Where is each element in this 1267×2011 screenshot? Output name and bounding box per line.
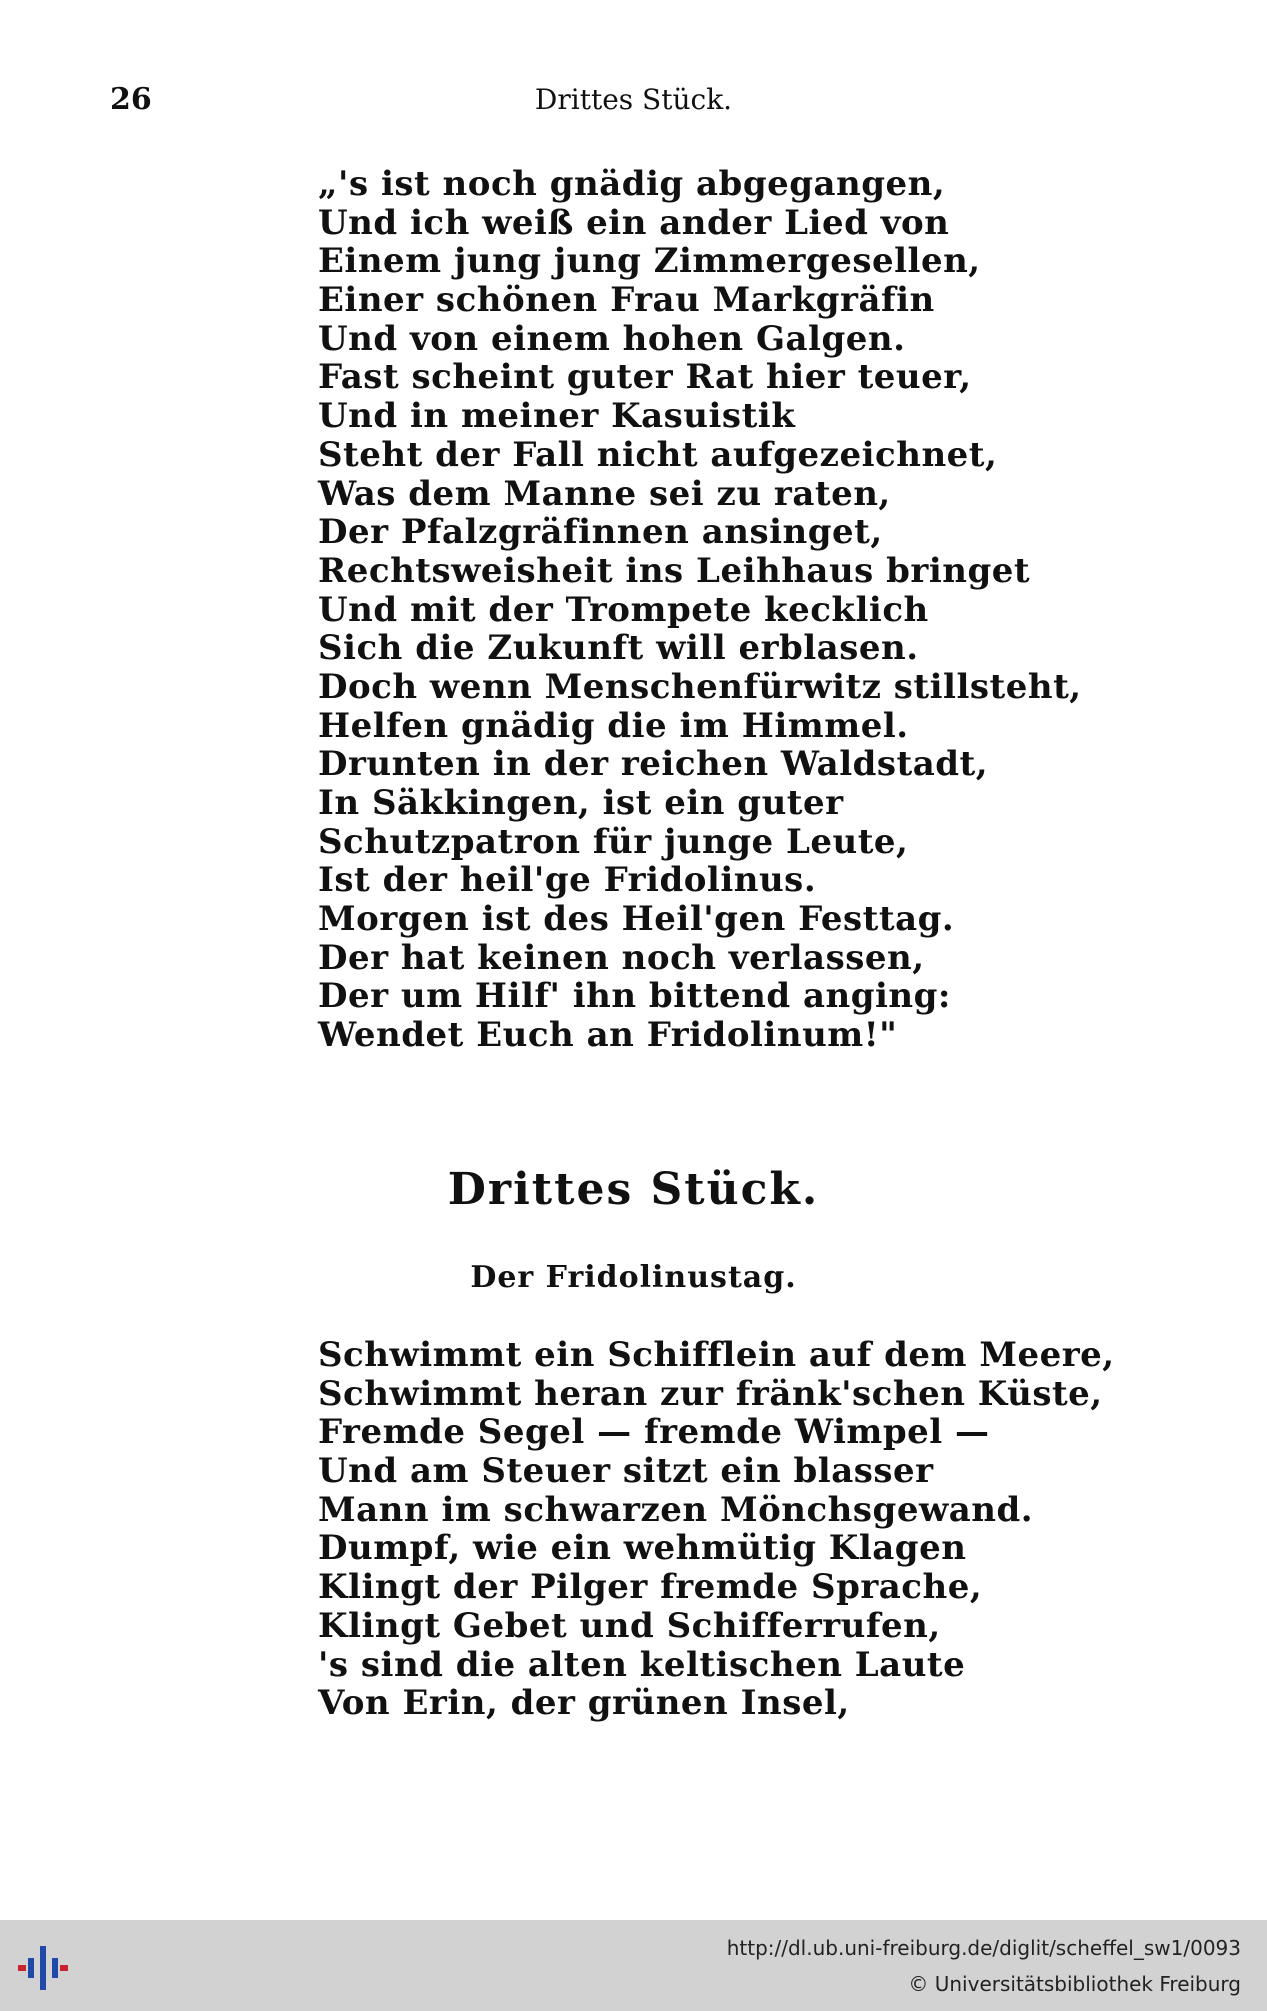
- logo-red-dash-left: [18, 1965, 26, 1971]
- logo-blue-bar-left: [28, 1958, 34, 1978]
- logo-blue-bar-middle: [40, 1946, 46, 1990]
- section-title: Drittes Stück.: [447, 1164, 820, 1215]
- verse-line: Doch wenn Menschenfürwitz stillsteht,: [318, 666, 1082, 707]
- verse-line: Klingt Gebet und Schifferrufen,: [318, 1605, 941, 1646]
- verse-line: Was dem Manne sei zu raten,: [318, 473, 891, 514]
- verse-line: Wendet Euch an Fridolinum!": [318, 1015, 898, 1056]
- logo-blue-bar-right: [52, 1958, 58, 1978]
- verse-line: Ist der heil'ge Fridolinus.: [318, 860, 817, 901]
- verse-block-2: [318, 1336, 1118, 1723]
- page-number: 26: [110, 82, 152, 117]
- verse-line: Mann im schwarzen Mönchsgewand.: [318, 1489, 1034, 1530]
- library-logo-icon[interactable]: [18, 1944, 70, 1996]
- verse-line: Einer schönen Frau Markgräfin: [318, 280, 935, 321]
- verse-line: In Säkkingen, ist ein guter: [318, 783, 844, 823]
- verse-line: Einem jung jung Zimmergesellen,: [318, 241, 981, 282]
- verse-line: 's sind die alten keltischen Laute: [318, 1644, 966, 1685]
- verse-block-1: [318, 165, 1118, 1055]
- verse-line: Und mit der Trompete kecklich: [318, 589, 929, 630]
- verse-line: Dumpf, wie ein wehmütig Klagen: [318, 1528, 967, 1569]
- verse-line: Helfen gnädig die im Himmel.: [318, 705, 909, 746]
- verse-line: Von Erin, der grünen Insel,: [318, 1683, 850, 1724]
- permalink-url[interactable]: http://dl.ub.uni-freiburg.de/diglit/scheffel_sw1/0093: [726, 1936, 1241, 1960]
- section-subtitle: Der Fridolinustag.: [470, 1260, 797, 1295]
- verse-line: Steht der Fall nicht aufgezeichnet,: [318, 434, 998, 475]
- verse-line: Schwimmt heran zur fränk'schen Küste,: [318, 1373, 1103, 1414]
- verse-line: „'s ist noch gnädig abgegangen,: [318, 164, 946, 204]
- verse-line: Klingt der Pilger fremde Sprache,: [318, 1567, 983, 1608]
- logo-red-dash-right: [60, 1965, 68, 1971]
- viewer-footer-bar: [0, 1920, 1267, 2011]
- verse-line: Der Pfalzgräfinnen ansinget,: [318, 512, 883, 553]
- verse-line: Und ich weiß ein ander Lied von: [318, 202, 950, 243]
- verse-line: Fast scheint guter Rat hier teuer,: [318, 357, 972, 398]
- running-head: [0, 80, 1267, 120]
- verse-line: Und am Steuer sitzt ein blasser: [318, 1451, 934, 1492]
- verse-line: Und in meiner Kasuistik: [318, 396, 796, 437]
- copyright-notice: © Universitätsbibliothek Freiburg: [908, 1972, 1241, 1996]
- verse-line: Sich die Zukunft will erblasen.: [318, 628, 919, 669]
- verse-line: Morgen ist des Heil'gen Festtag.: [318, 899, 955, 940]
- verse-line: Der hat keinen noch verlassen,: [318, 937, 925, 978]
- verse-line: Schutzpatron für junge Leute,: [318, 821, 909, 862]
- verse-line: Drunten in der reichen Waldstadt,: [318, 744, 989, 785]
- verse-line: Der um Hilf' ihn bittend anging:: [318, 976, 951, 1017]
- running-title: Drittes Stück.: [534, 83, 733, 116]
- verse-line: Schwimmt ein Schifflein auf dem Meere,: [318, 1335, 1115, 1375]
- verse-line: Rechtsweisheit ins Leihhaus bringet: [318, 550, 1031, 591]
- verse-line: Fremde Segel — fremde Wimpel —: [318, 1412, 990, 1453]
- verse-line: Und von einem hohen Galgen.: [318, 318, 906, 359]
